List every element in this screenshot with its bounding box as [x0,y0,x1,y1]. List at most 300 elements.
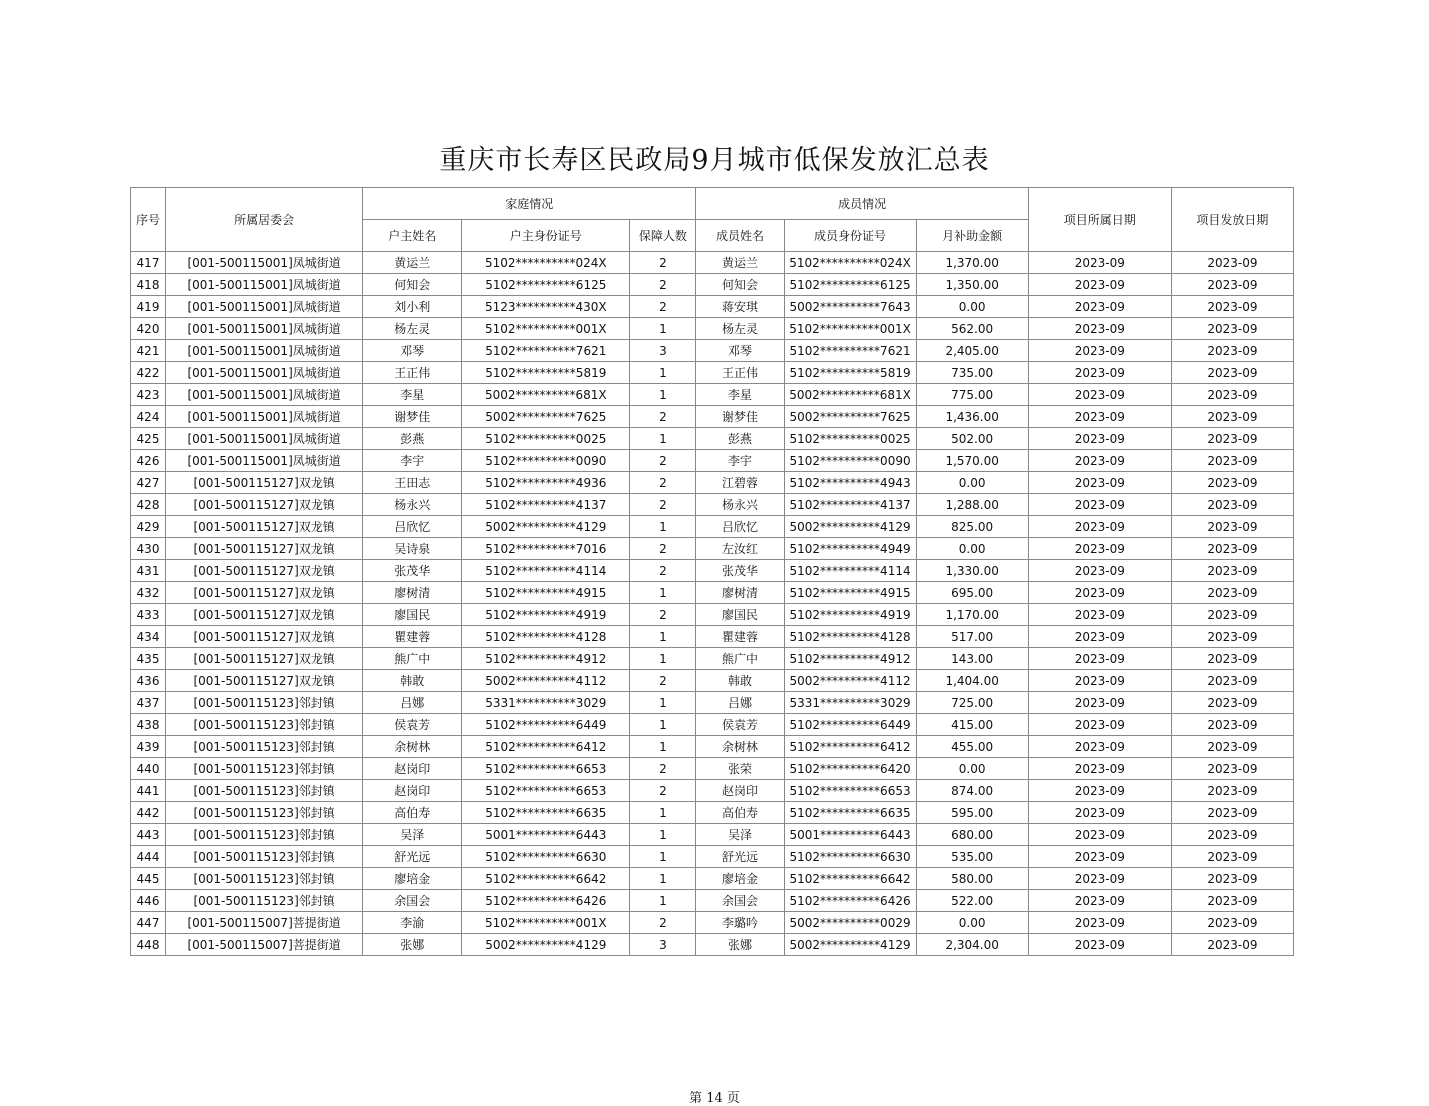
member-name-cell: 熊广中 [696,648,784,670]
header-committee: 所属居委会 [166,188,363,252]
head-id-cell: 5102**********6412 [462,736,630,758]
head-name-cell: 邓琴 [363,340,462,362]
project-date-cell: 2023-09 [1028,824,1171,846]
committee-cell: [001-500115001]凤城街道 [166,362,363,384]
member-id-cell: 5102**********4949 [784,538,916,560]
covered-cell: 1 [630,736,696,758]
table-row [131,604,1294,626]
committee-cell: [001-500115123]邻封镇 [166,824,363,846]
covered-cell: 2 [630,472,696,494]
member-name-cell: 李星 [696,384,784,406]
project-date-cell: 2023-09 [1028,362,1171,384]
member-id-cell: 5102**********7621 [784,340,916,362]
seq-cell: 425 [131,428,166,450]
issue-date-cell: 2023-09 [1171,868,1293,890]
header-covered: 保障人数 [630,220,696,252]
member-name-cell: 余国会 [696,890,784,912]
head-id-cell: 5102**********4137 [462,494,630,516]
amount-cell: 0.00 [916,538,1028,560]
committee-cell: [001-500115001]凤城街道 [166,428,363,450]
project-date-cell: 2023-09 [1028,648,1171,670]
project-date-cell: 2023-09 [1028,868,1171,890]
seq-cell: 437 [131,692,166,714]
seq-cell: 426 [131,450,166,472]
amount-cell: 580.00 [916,868,1028,890]
member-name-cell: 李宇 [696,450,784,472]
issue-date-cell: 2023-09 [1171,648,1293,670]
header-amount: 月补助金额 [916,220,1028,252]
member-id-cell: 5102**********001X [784,318,916,340]
head-name-cell: 余国会 [363,890,462,912]
committee-cell: [001-500115123]邻封镇 [166,846,363,868]
committee-cell: [001-500115001]凤城街道 [166,384,363,406]
seq-cell: 441 [131,780,166,802]
issue-date-cell: 2023-09 [1171,912,1293,934]
head-id-cell: 5102**********6125 [462,274,630,296]
head-name-cell: 王正伟 [363,362,462,384]
committee-cell: [001-500115127]双龙镇 [166,538,363,560]
project-date-cell: 2023-09 [1028,274,1171,296]
head-id-cell: 5102**********6426 [462,890,630,912]
member-name-cell: 瞿建蓉 [696,626,784,648]
seq-cell: 424 [131,406,166,428]
head-id-cell: 5102**********024X [462,252,630,274]
header-member-id: 成员身份证号 [784,220,916,252]
amount-cell: 562.00 [916,318,1028,340]
project-date-cell: 2023-09 [1028,626,1171,648]
table-row [131,736,1294,758]
head-id-cell: 5102**********0025 [462,428,630,450]
committee-cell: [001-500115127]双龙镇 [166,670,363,692]
project-date-cell: 2023-09 [1028,406,1171,428]
page-number: 第 14 页 [689,1091,740,1106]
member-name-cell: 蒋安琪 [696,296,784,318]
issue-date-cell: 2023-09 [1171,736,1293,758]
committee-cell: [001-500115123]邻封镇 [166,714,363,736]
committee-cell: [001-500115001]凤城街道 [166,296,363,318]
covered-cell: 2 [630,560,696,582]
issue-date-cell: 2023-09 [1171,582,1293,604]
seq-cell: 435 [131,648,166,670]
member-name-cell: 高伯寿 [696,802,784,824]
table-row [131,384,1294,406]
head-name-cell: 张茂华 [363,560,462,582]
project-date-cell: 2023-09 [1028,384,1171,406]
member-name-cell: 王正伟 [696,362,784,384]
amount-cell: 522.00 [916,890,1028,912]
member-id-cell: 5102**********0025 [784,428,916,450]
seq-cell: 428 [131,494,166,516]
project-date-cell: 2023-09 [1028,560,1171,582]
issue-date-cell: 2023-09 [1171,890,1293,912]
head-id-cell: 5102**********7016 [462,538,630,560]
covered-cell: 1 [630,428,696,450]
amount-cell: 1,436.00 [916,406,1028,428]
table-row [131,802,1294,824]
covered-cell: 2 [630,912,696,934]
amount-cell: 725.00 [916,692,1028,714]
seq-cell: 439 [131,736,166,758]
header-head-name: 户主姓名 [363,220,462,252]
head-name-cell: 侯袁芳 [363,714,462,736]
amount-cell: 517.00 [916,626,1028,648]
header-member-name: 成员姓名 [696,220,784,252]
covered-cell: 1 [630,516,696,538]
project-date-cell: 2023-09 [1028,538,1171,560]
table-row [131,296,1294,318]
committee-cell: [001-500115123]邻封镇 [166,780,363,802]
member-id-cell: 5102**********024X [784,252,916,274]
member-id-cell: 5102**********4912 [784,648,916,670]
table-row [131,582,1294,604]
seq-cell: 434 [131,626,166,648]
committee-cell: [001-500115127]双龙镇 [166,472,363,494]
head-name-cell: 高伯寿 [363,802,462,824]
project-date-cell: 2023-09 [1028,582,1171,604]
project-date-cell: 2023-09 [1028,912,1171,934]
member-id-cell: 5102**********6412 [784,736,916,758]
committee-cell: [001-500115127]双龙镇 [166,604,363,626]
member-id-cell: 5102**********5819 [784,362,916,384]
amount-cell: 415.00 [916,714,1028,736]
head-name-cell: 黄运兰 [363,252,462,274]
covered-cell: 1 [630,846,696,868]
head-name-cell: 李宇 [363,450,462,472]
table-row [131,494,1294,516]
project-date-cell: 2023-09 [1028,780,1171,802]
head-name-cell: 吴诗泉 [363,538,462,560]
project-date-cell: 2023-09 [1028,252,1171,274]
amount-cell: 0.00 [916,758,1028,780]
member-id-cell: 5331**********3029 [784,692,916,714]
head-name-cell: 吕欣忆 [363,516,462,538]
covered-cell: 1 [630,692,696,714]
member-name-cell: 李璐吟 [696,912,784,934]
head-id-cell: 5102**********001X [462,318,630,340]
covered-cell: 1 [630,714,696,736]
table-row [131,824,1294,846]
page-title: 重庆市长寿区民政局9月城市低保发放汇总表 [439,145,990,176]
head-name-cell: 刘小利 [363,296,462,318]
head-id-cell: 5102**********4936 [462,472,630,494]
member-id-cell: 5102**********6420 [784,758,916,780]
member-id-cell: 5102**********4137 [784,494,916,516]
covered-cell: 1 [630,648,696,670]
table-row [131,692,1294,714]
member-id-cell: 5002**********0029 [784,912,916,934]
member-id-cell: 5102**********6449 [784,714,916,736]
head-id-cell: 5123**********430X [462,296,630,318]
head-name-cell: 廖树清 [363,582,462,604]
member-id-cell: 5002**********7643 [784,296,916,318]
head-name-cell: 赵岗印 [363,758,462,780]
project-date-cell: 2023-09 [1028,670,1171,692]
member-id-cell: 5102**********6125 [784,274,916,296]
committee-cell: [001-500115001]凤城街道 [166,406,363,428]
header-head-id: 户主身份证号 [462,220,630,252]
member-id-cell: 5102**********4943 [784,472,916,494]
header-seq: 序号 [131,188,166,252]
committee-cell: [001-500115123]邻封镇 [166,736,363,758]
header-project-date: 项目所属日期 [1028,188,1171,252]
seq-cell: 442 [131,802,166,824]
head-name-cell: 谢梦佳 [363,406,462,428]
covered-cell: 2 [630,252,696,274]
committee-cell: [001-500115001]凤城街道 [166,318,363,340]
covered-cell: 2 [630,406,696,428]
issue-date-cell: 2023-09 [1171,296,1293,318]
seq-cell: 448 [131,934,166,956]
committee-cell: [001-500115007]菩提街道 [166,934,363,956]
covered-cell: 1 [630,890,696,912]
covered-cell: 2 [630,780,696,802]
table-row [131,714,1294,736]
member-name-cell: 余树林 [696,736,784,758]
head-name-cell: 韩敢 [363,670,462,692]
member-id-cell: 5102**********4915 [784,582,916,604]
member-name-cell: 吕娜 [696,692,784,714]
seq-cell: 418 [131,274,166,296]
head-id-cell: 5102**********6449 [462,714,630,736]
head-id-cell: 5002**********4129 [462,934,630,956]
committee-cell: [001-500115001]凤城街道 [166,340,363,362]
member-id-cell: 5102**********6635 [784,802,916,824]
head-name-cell: 何知会 [363,274,462,296]
issue-date-cell: 2023-09 [1171,824,1293,846]
head-id-cell: 5102**********4114 [462,560,630,582]
head-name-cell: 李星 [363,384,462,406]
committee-cell: [001-500115001]凤城街道 [166,450,363,472]
committee-cell: [001-500115127]双龙镇 [166,516,363,538]
table-row [131,274,1294,296]
member-id-cell: 5102**********4919 [784,604,916,626]
covered-cell: 1 [630,626,696,648]
seq-cell: 447 [131,912,166,934]
seq-cell: 430 [131,538,166,560]
seq-cell: 427 [131,472,166,494]
table-row [131,758,1294,780]
issue-date-cell: 2023-09 [1171,802,1293,824]
covered-cell: 1 [630,318,696,340]
project-date-cell: 2023-09 [1028,714,1171,736]
issue-date-cell: 2023-09 [1171,428,1293,450]
covered-cell: 3 [630,934,696,956]
project-date-cell: 2023-09 [1028,604,1171,626]
member-name-cell: 张荣 [696,758,784,780]
issue-date-cell: 2023-09 [1171,252,1293,274]
head-id-cell: 5102**********4912 [462,648,630,670]
member-id-cell: 5002**********4112 [784,670,916,692]
amount-cell: 1,350.00 [916,274,1028,296]
head-name-cell: 熊广中 [363,648,462,670]
project-date-cell: 2023-09 [1028,890,1171,912]
member-name-cell: 黄运兰 [696,252,784,274]
header-family-group: 家庭情况 [363,188,696,220]
covered-cell: 2 [630,296,696,318]
member-name-cell: 彭燕 [696,428,784,450]
member-name-cell: 廖培金 [696,868,784,890]
amount-cell: 595.00 [916,802,1028,824]
seq-cell: 443 [131,824,166,846]
covered-cell: 1 [630,868,696,890]
covered-cell: 1 [630,582,696,604]
member-id-cell: 5102**********4128 [784,626,916,648]
issue-date-cell: 2023-09 [1171,274,1293,296]
project-date-cell: 2023-09 [1028,340,1171,362]
head-name-cell: 张娜 [363,934,462,956]
seq-cell: 429 [131,516,166,538]
committee-cell: [001-500115127]双龙镇 [166,648,363,670]
amount-cell: 1,170.00 [916,604,1028,626]
head-id-cell: 5102**********6653 [462,758,630,780]
seq-cell: 431 [131,560,166,582]
committee-cell: [001-500115127]双龙镇 [166,494,363,516]
member-id-cell: 5002**********681X [784,384,916,406]
issue-date-cell: 2023-09 [1171,450,1293,472]
committee-cell: [001-500115007]菩提街道 [166,912,363,934]
table-row [131,670,1294,692]
amount-cell: 0.00 [916,912,1028,934]
member-name-cell: 左汝红 [696,538,784,560]
committee-cell: [001-500115123]邻封镇 [166,692,363,714]
amount-cell: 0.00 [916,296,1028,318]
issue-date-cell: 2023-09 [1171,384,1293,406]
covered-cell: 2 [630,538,696,560]
amount-cell: 1,570.00 [916,450,1028,472]
head-name-cell: 彭燕 [363,428,462,450]
table-row [131,428,1294,450]
issue-date-cell: 2023-09 [1171,670,1293,692]
seq-cell: 433 [131,604,166,626]
seq-cell: 419 [131,296,166,318]
amount-cell: 455.00 [916,736,1028,758]
member-id-cell: 5102**********6642 [784,868,916,890]
project-date-cell: 2023-09 [1028,846,1171,868]
committee-cell: [001-500115123]邻封镇 [166,890,363,912]
issue-date-cell: 2023-09 [1171,934,1293,956]
member-id-cell: 5002**********7625 [784,406,916,428]
amount-cell: 1,330.00 [916,560,1028,582]
head-name-cell: 吕娜 [363,692,462,714]
head-id-cell: 5102**********4128 [462,626,630,648]
head-name-cell: 余树林 [363,736,462,758]
issue-date-cell: 2023-09 [1171,472,1293,494]
amount-cell: 825.00 [916,516,1028,538]
seq-cell: 422 [131,362,166,384]
member-name-cell: 张娜 [696,934,784,956]
table-row [131,516,1294,538]
covered-cell: 2 [630,450,696,472]
amount-cell: 1,288.00 [916,494,1028,516]
head-id-cell: 5102**********6642 [462,868,630,890]
amount-cell: 775.00 [916,384,1028,406]
seq-cell: 436 [131,670,166,692]
covered-cell: 2 [630,670,696,692]
member-name-cell: 杨永兴 [696,494,784,516]
amount-cell: 2,405.00 [916,340,1028,362]
amount-cell: 695.00 [916,582,1028,604]
issue-date-cell: 2023-09 [1171,846,1293,868]
table-row [131,626,1294,648]
table-row [131,868,1294,890]
head-id-cell: 5002**********681X [462,384,630,406]
covered-cell: 1 [630,802,696,824]
committee-cell: [001-500115127]双龙镇 [166,582,363,604]
header-member-group: 成员情况 [696,188,1028,220]
committee-cell: [001-500115001]凤城街道 [166,252,363,274]
member-name-cell: 廖国民 [696,604,784,626]
table-row [131,912,1294,934]
head-name-cell: 吴泽 [363,824,462,846]
head-name-cell: 王田志 [363,472,462,494]
project-date-cell: 2023-09 [1028,318,1171,340]
member-name-cell: 杨左灵 [696,318,784,340]
seq-cell: 420 [131,318,166,340]
member-name-cell: 吕欣忆 [696,516,784,538]
member-id-cell: 5102**********6653 [784,780,916,802]
amount-cell: 2,304.00 [916,934,1028,956]
head-id-cell: 5331**********3029 [462,692,630,714]
covered-cell: 1 [630,384,696,406]
head-id-cell: 5102**********4919 [462,604,630,626]
head-id-cell: 5102**********001X [462,912,630,934]
head-name-cell: 杨左灵 [363,318,462,340]
member-name-cell: 江碧蓉 [696,472,784,494]
covered-cell: 1 [630,824,696,846]
table-body [131,252,1294,956]
head-id-cell: 5002**********4112 [462,670,630,692]
committee-cell: [001-500115127]双龙镇 [166,560,363,582]
head-name-cell: 廖国民 [363,604,462,626]
amount-cell: 680.00 [916,824,1028,846]
committee-cell: [001-500115123]邻封镇 [166,868,363,890]
issue-date-cell: 2023-09 [1171,362,1293,384]
amount-cell: 502.00 [916,428,1028,450]
member-id-cell: 5102**********0090 [784,450,916,472]
head-name-cell: 杨永兴 [363,494,462,516]
issue-date-cell: 2023-09 [1171,318,1293,340]
project-date-cell: 2023-09 [1028,736,1171,758]
amount-cell: 143.00 [916,648,1028,670]
covered-cell: 2 [630,758,696,780]
project-date-cell: 2023-09 [1028,758,1171,780]
member-name-cell: 侯袁芳 [696,714,784,736]
table-row [131,252,1294,274]
amount-cell: 874.00 [916,780,1028,802]
issue-date-cell: 2023-09 [1171,692,1293,714]
head-id-cell: 5102**********0090 [462,450,630,472]
head-id-cell: 5102**********5819 [462,362,630,384]
covered-cell: 3 [630,340,696,362]
head-id-cell: 5102**********6630 [462,846,630,868]
seq-cell: 421 [131,340,166,362]
member-id-cell: 5001**********6443 [784,824,916,846]
table-row [131,648,1294,670]
member-name-cell: 廖树清 [696,582,784,604]
seq-cell: 423 [131,384,166,406]
member-id-cell: 5102**********6630 [784,846,916,868]
seq-cell: 445 [131,868,166,890]
table-row [131,362,1294,384]
member-id-cell: 5102**********4114 [784,560,916,582]
table-row [131,472,1294,494]
head-name-cell: 廖培金 [363,868,462,890]
covered-cell: 2 [630,274,696,296]
issue-date-cell: 2023-09 [1171,494,1293,516]
issue-date-cell: 2023-09 [1171,340,1293,362]
committee-cell: [001-500115127]双龙镇 [166,626,363,648]
header-issue-date: 项目发放日期 [1171,188,1293,252]
